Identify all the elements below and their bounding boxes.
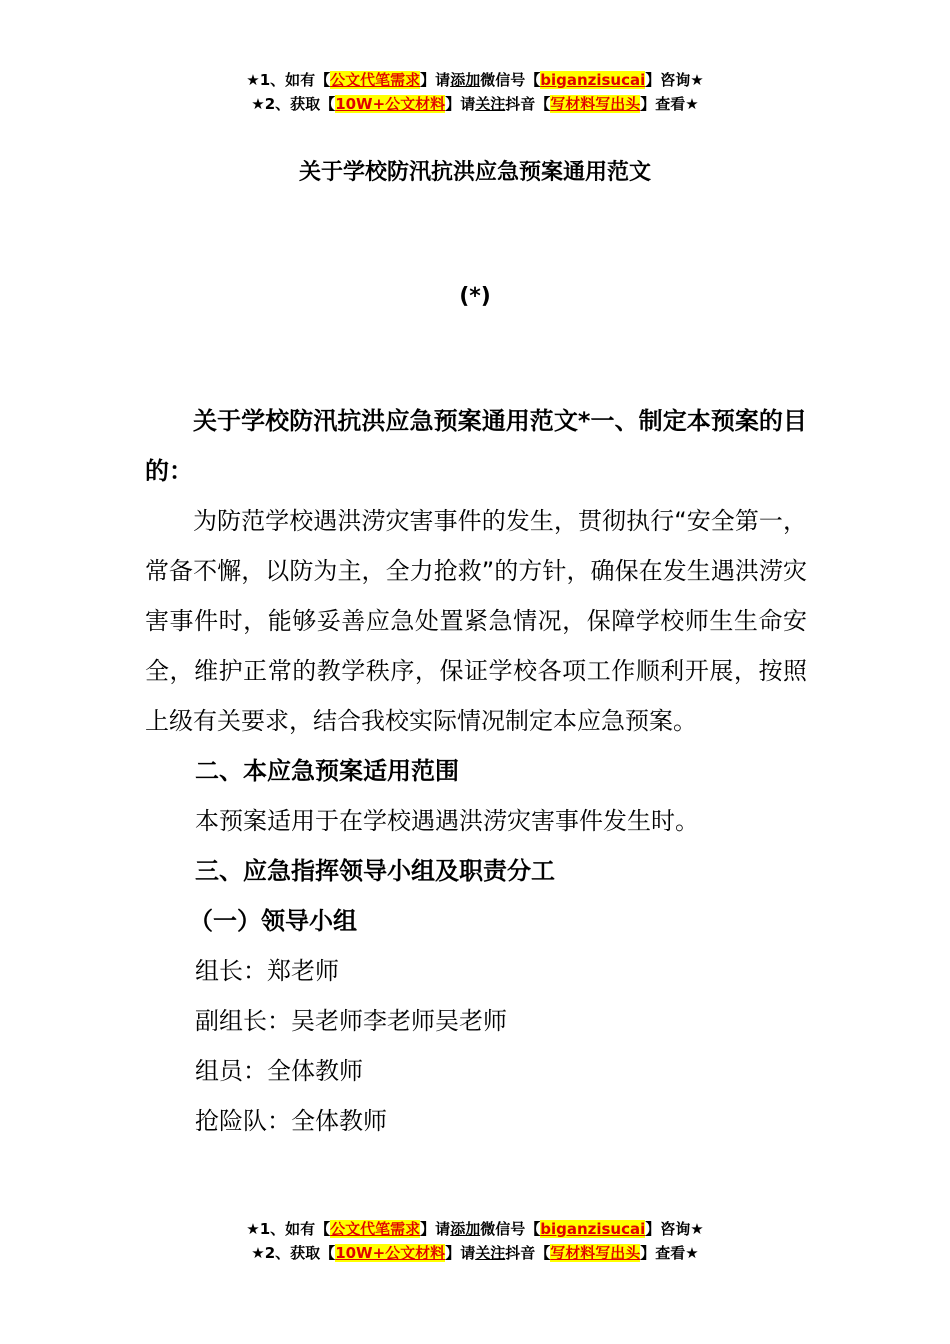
paragraph-scope: 本预案适用于在学校遇遇洪涝灾害事件发生时。 (195, 807, 699, 835)
section-heading-3: 三、应急指挥领导小组及职责分工 (195, 857, 555, 885)
members-line: 组员：全体教师 (195, 1057, 363, 1085)
promo-line-1: ★1、如有【公文代笔需求】请添加微信号【biganzisucai】咨询★ (246, 71, 704, 89)
subsection-heading: （一）领导小组 (189, 907, 357, 935)
douyin-account: 写材料写出头 (550, 1244, 641, 1262)
section-heading-2: 二、本应急预案适用范围 (195, 757, 459, 785)
rescue-team-line: 抢险队：全体教师 (195, 1107, 387, 1135)
section-heading-1: 关于学校防汛抗洪应急预案通用范文*一、制定本预案的目的： (145, 407, 807, 485)
wechat-id: biganzisucai (540, 71, 646, 89)
document-title: 关于学校防汛抗洪应急预案通用范文 (298, 160, 651, 185)
leader-line: 组长：郑老师 (195, 957, 339, 985)
promo-banner-top (0, 68, 950, 116)
promo-highlight: 10W+公文材料 (335, 1244, 446, 1262)
deputy-line: 副组长：吴老师李老师吴老师 (195, 1007, 507, 1035)
document-body (145, 396, 807, 1146)
promo-highlight: 10W+公文材料 (335, 95, 446, 113)
document-mark: (*) (459, 284, 491, 309)
promo-line-2: ★2、获取【10W+公文材料】请关注抖音【写材料写出头】查看★ (251, 95, 699, 113)
promo-line-1: ★1、如有【公文代笔需求】请添加微信号【biganzisucai】咨询★ (246, 1220, 704, 1238)
promo-banner-bottom (0, 1217, 950, 1265)
paragraph-purpose: 为防范学校遇洪涝灾害事件的发生，贯彻执行“安全第一，常备不懈，以防为主，全力抢救”的方针，确保在发生遇洪涝灾害事件时，能够妥善应急处置紧急情况，保障学校师生生命安全，维护正常的教学秩序，保证学校各项工作顺利开展，按照上级有关要求，结合我校实际情况制定本应急预案。 (145, 507, 807, 735)
douyin-account: 写材料写出头 (550, 95, 641, 113)
promo-highlight: 公文代笔需求 (330, 71, 421, 89)
wechat-id: biganzisucai (540, 1220, 646, 1238)
promo-highlight: 公文代笔需求 (330, 1220, 421, 1238)
promo-line-2: ★2、获取【10W+公文材料】请关注抖音【写材料写出头】查看★ (251, 1244, 699, 1262)
